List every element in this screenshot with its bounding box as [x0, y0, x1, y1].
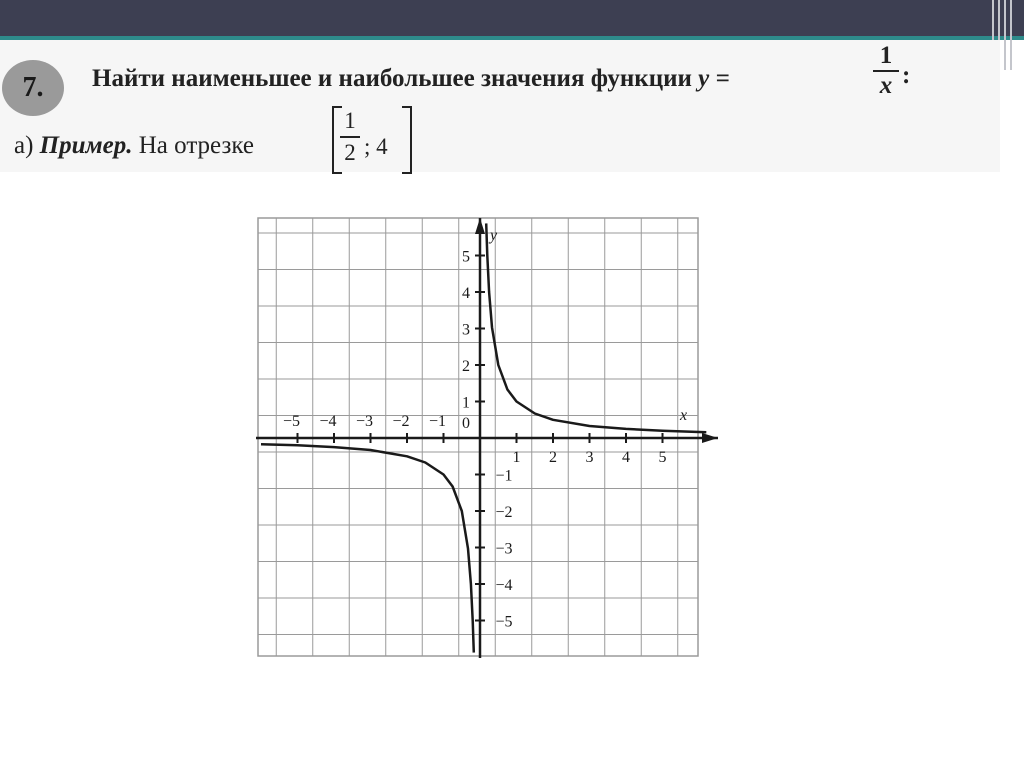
formula-lhs: y =: [698, 65, 730, 92]
x-axis-arrow: [702, 433, 718, 443]
part-a-line: [14, 132, 254, 160]
segment-numerator: 1: [340, 106, 360, 138]
task-number-badge: 7.: [2, 60, 64, 116]
segment-end: ; 4: [364, 134, 388, 159]
problem-text-main: Найти наименьшее и наибольшее значения функции: [92, 65, 692, 92]
y-tick-label: −5: [495, 613, 513, 631]
x-tick-label: 2: [549, 449, 557, 466]
right-bracket: [402, 106, 412, 174]
x-axis-label: x: [680, 407, 688, 424]
part-a-prefix: а): [14, 132, 34, 159]
formula-numerator: 1: [873, 42, 899, 72]
part-a-example: Пример.: [39, 132, 133, 159]
x-tick-label: −5: [282, 413, 301, 430]
formula-colon: :: [902, 62, 911, 89]
y-tick-label: −1: [495, 467, 513, 485]
x-tick-label: −4: [319, 413, 337, 430]
x-tick-label: −3: [355, 413, 374, 430]
x-tick-label: 1: [512, 449, 521, 466]
y-tick-label: 3: [462, 321, 470, 339]
y-tick-label: −4: [495, 577, 513, 594]
x-tick-label: 5: [658, 449, 667, 466]
y-axis-label: y: [490, 227, 498, 244]
y-tick-label: 2: [462, 358, 470, 375]
part-a-text: На отрезке: [138, 132, 254, 159]
y-tick-label: 5: [462, 248, 470, 266]
x-tick-label: −1: [428, 413, 447, 430]
origin-label: 0: [462, 415, 470, 432]
hyperbola-graph: [218, 196, 766, 684]
x-tick-label: −2: [392, 413, 410, 430]
segment-fraction: [340, 106, 360, 168]
y-tick-label: 4: [462, 285, 470, 302]
segment-denominator: 2: [344, 140, 356, 165]
problem-text: [92, 65, 730, 93]
formula-denominator: x: [879, 72, 893, 99]
top-bar: [0, 0, 1024, 36]
segment-notation: [332, 104, 412, 176]
x-tick-label: 4: [622, 449, 630, 466]
y-tick-label: −2: [495, 504, 513, 521]
formula-fraction: [873, 42, 899, 100]
x-tick-label: 3: [585, 449, 594, 466]
y-tick-label: 1: [462, 394, 470, 412]
y-tick-label: −3: [495, 540, 513, 558]
